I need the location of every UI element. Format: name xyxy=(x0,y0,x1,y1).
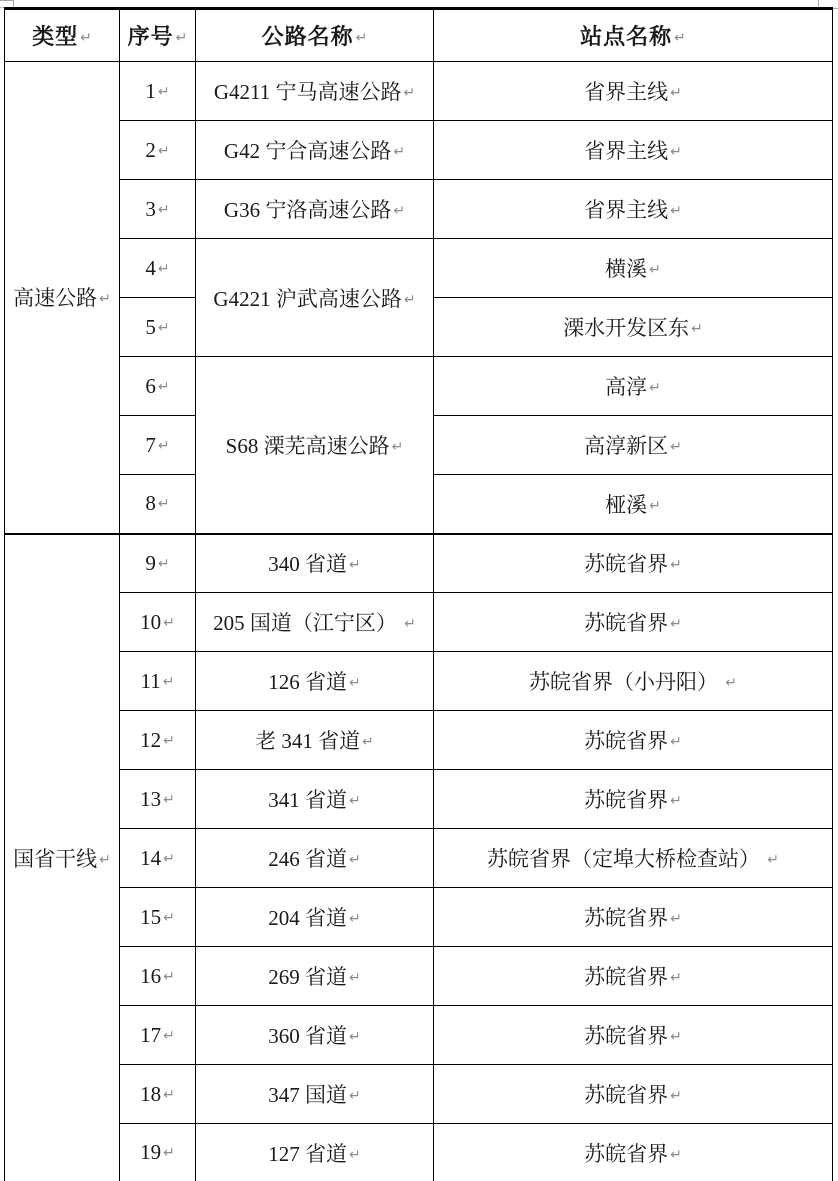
cell-text: 苏皖省界 xyxy=(584,1083,669,1107)
cell-text: 苏皖省界 xyxy=(584,965,669,989)
cell-text: 苏皖省界（定埠大桥检查站） xyxy=(487,847,766,871)
cell-text: 12 xyxy=(140,727,162,752)
road-name-cell xyxy=(196,829,434,888)
return-mark-icon: ↵ xyxy=(163,791,175,808)
return-mark-icon: ↵ xyxy=(157,319,170,336)
station-name-cell xyxy=(434,888,833,947)
cell-text: 341 省道 xyxy=(268,788,347,812)
cell-text: 340 省道 xyxy=(268,552,347,577)
road-name-cell xyxy=(196,947,434,1006)
road-name-cell xyxy=(196,1124,434,1181)
road-name-cell xyxy=(196,239,434,357)
return-mark-icon: ↵ xyxy=(403,85,416,101)
row-number-cell xyxy=(120,416,196,475)
cell-text: 17 xyxy=(140,1022,162,1047)
road-name-cell xyxy=(196,1006,434,1065)
type-group-cell xyxy=(5,62,120,534)
cell-text: 苏皖省界 xyxy=(584,1141,669,1166)
cell-text: 苏皖省界（小丹阳） xyxy=(529,670,724,694)
row-number-cell xyxy=(120,770,196,829)
table-row xyxy=(5,357,833,416)
cell-text: S68 溧芜高速公路 xyxy=(225,433,390,458)
return-mark-icon: ↵ xyxy=(670,557,682,574)
header-row xyxy=(5,9,833,62)
cell-text: 苏皖省界 xyxy=(584,552,669,577)
cell-text: 省界主线 xyxy=(584,198,669,222)
return-mark-icon: ↵ xyxy=(349,911,361,927)
return-mark-icon: ↵ xyxy=(163,614,175,631)
header-label: 站点名称 xyxy=(580,24,673,49)
cell-text: G42 宁合高速公路 xyxy=(223,139,392,163)
table-row xyxy=(5,593,833,652)
station-name-cell xyxy=(434,416,833,475)
col-header-type xyxy=(5,9,120,62)
station-name-cell xyxy=(434,357,833,416)
station-name-cell xyxy=(434,475,833,534)
return-mark-icon: ↵ xyxy=(349,557,361,574)
table-row xyxy=(5,888,833,947)
cell-text: 溧水开发区东 xyxy=(563,316,690,340)
row-number-cell xyxy=(120,1065,196,1124)
cell-text: G4221 沪武高速公路 xyxy=(213,286,402,311)
return-mark-icon: ↵ xyxy=(670,1088,682,1104)
header-label: 公路名称 xyxy=(261,24,354,49)
row-number-cell xyxy=(120,357,196,416)
return-mark-icon: ↵ xyxy=(393,144,406,160)
cell-text: 高速公路 xyxy=(13,286,98,311)
table-row xyxy=(5,1065,833,1124)
cell-text: 1 xyxy=(145,78,156,103)
station-name-cell xyxy=(434,239,833,298)
cell-text: 269 省道 xyxy=(268,965,347,989)
road-name-cell xyxy=(196,121,434,180)
return-mark-icon: ↵ xyxy=(403,291,416,308)
return-mark-icon: ↵ xyxy=(670,1029,682,1045)
station-name-cell xyxy=(434,1124,833,1181)
row-number-cell xyxy=(120,829,196,888)
table-row xyxy=(5,829,833,888)
return-mark-icon: ↵ xyxy=(670,1146,682,1163)
return-mark-icon: ↵ xyxy=(404,616,416,632)
return-mark-icon: ↵ xyxy=(163,732,175,749)
station-name-cell xyxy=(434,711,833,770)
header-label: 类型 xyxy=(32,24,79,49)
return-mark-icon: ↵ xyxy=(99,291,111,308)
cell-text: 205 国道（江宁区） xyxy=(213,611,403,635)
cell-text: 3 xyxy=(145,196,156,221)
col-header-road-name xyxy=(196,9,434,62)
return-mark-icon: ↵ xyxy=(349,970,361,986)
table-row xyxy=(5,1006,833,1065)
table-row xyxy=(5,239,833,298)
return-mark-icon: ↵ xyxy=(670,616,682,632)
return-mark-icon: ↵ xyxy=(670,793,682,809)
station-name-cell xyxy=(434,947,833,1006)
row-number-cell xyxy=(120,652,196,711)
return-mark-icon: ↵ xyxy=(362,734,374,750)
cell-text: 7 xyxy=(145,432,156,457)
return-mark-icon: ↵ xyxy=(649,262,661,278)
header-label: 序号 xyxy=(127,24,174,49)
road-name-cell xyxy=(196,652,434,711)
row-number-cell xyxy=(120,534,196,593)
return-mark-icon: ↵ xyxy=(162,673,175,690)
row-number-cell xyxy=(120,62,196,121)
cell-text: 高淳新区 xyxy=(584,434,669,458)
return-mark-icon: ↵ xyxy=(157,496,170,513)
return-mark-icon: ↵ xyxy=(393,203,406,219)
return-mark-icon: ↵ xyxy=(670,734,682,750)
return-mark-icon: ↵ xyxy=(349,1088,361,1104)
return-mark-icon: ↵ xyxy=(670,439,682,455)
col-header-station-name xyxy=(434,9,833,62)
cell-text: 19 xyxy=(140,1140,162,1164)
table-header xyxy=(5,9,833,62)
table-row xyxy=(5,947,833,1006)
cell-text: 204 省道 xyxy=(268,906,347,930)
return-mark-icon: ↵ xyxy=(670,970,682,986)
return-mark-icon: ↵ xyxy=(391,438,404,455)
cell-text: 5 xyxy=(145,314,156,339)
cell-text: 13 xyxy=(140,786,162,811)
cell-text: 10 xyxy=(140,609,162,634)
table-row xyxy=(5,711,833,770)
road-name-cell xyxy=(196,770,434,829)
return-mark-icon: ↵ xyxy=(157,378,170,395)
cell-text: 8 xyxy=(145,491,156,516)
row-number-cell xyxy=(120,888,196,947)
return-mark-icon: ↵ xyxy=(670,85,682,101)
cell-text: 高淳 xyxy=(605,375,648,399)
table-row xyxy=(5,1124,833,1181)
return-mark-icon: ↵ xyxy=(157,260,170,277)
return-mark-icon: ↵ xyxy=(349,675,361,691)
cell-text: 苏皖省界 xyxy=(584,1024,669,1048)
cell-text: G4211 宁马高速公路 xyxy=(213,80,402,104)
cell-text: 9 xyxy=(145,550,156,575)
cell-text: 老 341 省道 xyxy=(255,729,361,753)
cell-text: 省界主线 xyxy=(584,80,669,104)
type-group-cell xyxy=(5,534,120,1181)
return-mark-icon: ↵ xyxy=(670,144,682,160)
return-mark-icon: ↵ xyxy=(157,142,170,159)
station-name-cell xyxy=(434,180,833,239)
roads-stations-table xyxy=(4,7,833,1181)
table-row xyxy=(5,770,833,829)
cell-text: 国省干线 xyxy=(13,846,98,871)
col-header-number xyxy=(120,9,196,62)
cell-text: 横溪 xyxy=(605,257,648,281)
station-name-cell xyxy=(434,121,833,180)
cell-text: 6 xyxy=(145,373,156,398)
cell-text: 桠溪 xyxy=(605,492,648,517)
return-mark-icon: ↵ xyxy=(163,968,175,985)
row-number-cell xyxy=(120,180,196,239)
cell-text: 126 省道 xyxy=(268,670,347,694)
row-number-cell xyxy=(120,239,196,298)
row-number-cell xyxy=(120,947,196,1006)
return-mark-icon: ↵ xyxy=(99,851,111,868)
cell-text: 苏皖省界 xyxy=(584,906,669,930)
table-row xyxy=(5,121,833,180)
return-mark-icon: ↵ xyxy=(349,1146,361,1163)
return-mark-icon: ↵ xyxy=(163,909,175,926)
station-name-cell xyxy=(434,829,833,888)
return-mark-icon: ↵ xyxy=(349,793,361,809)
station-name-cell xyxy=(434,534,833,593)
cell-text: 246 省道 xyxy=(268,847,347,871)
row-number-cell xyxy=(120,711,196,770)
cell-text: 360 省道 xyxy=(268,1024,347,1048)
return-mark-icon: ↵ xyxy=(649,497,661,514)
cell-text: 2 xyxy=(145,137,156,162)
cell-text: 11 xyxy=(140,668,161,693)
station-name-cell xyxy=(434,1006,833,1065)
return-mark-icon: ↵ xyxy=(157,437,170,454)
cell-text: 347 国道 xyxy=(268,1083,347,1107)
table-row xyxy=(5,180,833,239)
road-name-cell xyxy=(196,534,434,593)
cell-text: 省界主线 xyxy=(584,139,669,163)
station-name-cell xyxy=(434,770,833,829)
cell-text: 16 xyxy=(140,963,162,988)
row-number-cell xyxy=(120,593,196,652)
return-mark-icon: ↵ xyxy=(163,1145,175,1161)
cell-text: 14 xyxy=(140,845,162,870)
table-row xyxy=(5,62,833,121)
return-mark-icon: ↵ xyxy=(80,30,92,46)
cell-text: 15 xyxy=(140,904,162,929)
table-row xyxy=(5,534,833,593)
row-number-cell xyxy=(120,1006,196,1065)
return-mark-icon: ↵ xyxy=(670,203,682,219)
return-mark-icon: ↵ xyxy=(157,201,170,218)
return-mark-icon: ↵ xyxy=(163,850,175,867)
return-mark-icon: ↵ xyxy=(355,30,368,46)
table-body xyxy=(5,62,833,1181)
cell-text: 127 省道 xyxy=(268,1141,347,1166)
road-name-cell xyxy=(196,1065,434,1124)
road-name-cell xyxy=(196,711,434,770)
return-mark-icon: ↵ xyxy=(163,1027,175,1044)
cell-text: 苏皖省界 xyxy=(584,729,669,753)
station-name-cell xyxy=(434,593,833,652)
station-name-cell xyxy=(434,652,833,711)
return-mark-icon: ↵ xyxy=(349,1029,361,1045)
return-mark-icon: ↵ xyxy=(163,1086,175,1103)
return-mark-icon: ↵ xyxy=(691,321,703,337)
return-mark-icon: ↵ xyxy=(674,30,686,46)
cell-text: 18 xyxy=(140,1081,162,1106)
road-name-cell xyxy=(196,593,434,652)
row-number-cell xyxy=(120,298,196,357)
return-mark-icon: ↵ xyxy=(157,83,170,100)
return-mark-icon: ↵ xyxy=(349,852,361,868)
station-name-cell xyxy=(434,62,833,121)
table-row xyxy=(5,652,833,711)
row-number-cell xyxy=(120,121,196,180)
return-mark-icon: ↵ xyxy=(725,675,737,691)
cell-text: 苏皖省界 xyxy=(584,788,669,812)
return-mark-icon: ↵ xyxy=(157,555,170,572)
road-name-cell xyxy=(196,62,434,121)
return-mark-icon: ↵ xyxy=(670,911,682,927)
road-name-cell xyxy=(196,357,434,534)
row-number-cell xyxy=(120,475,196,534)
row-number-cell xyxy=(120,1124,196,1181)
return-mark-icon: ↵ xyxy=(767,852,779,868)
return-mark-icon: ↵ xyxy=(649,380,661,396)
cell-text: G36 宁洛高速公路 xyxy=(223,198,392,222)
road-name-cell xyxy=(196,888,434,947)
station-name-cell xyxy=(434,298,833,357)
cell-text: 苏皖省界 xyxy=(584,611,669,635)
station-name-cell xyxy=(434,1065,833,1124)
cell-text: 4 xyxy=(145,255,156,280)
road-name-cell xyxy=(196,180,434,239)
return-mark-icon: ↵ xyxy=(175,30,188,46)
